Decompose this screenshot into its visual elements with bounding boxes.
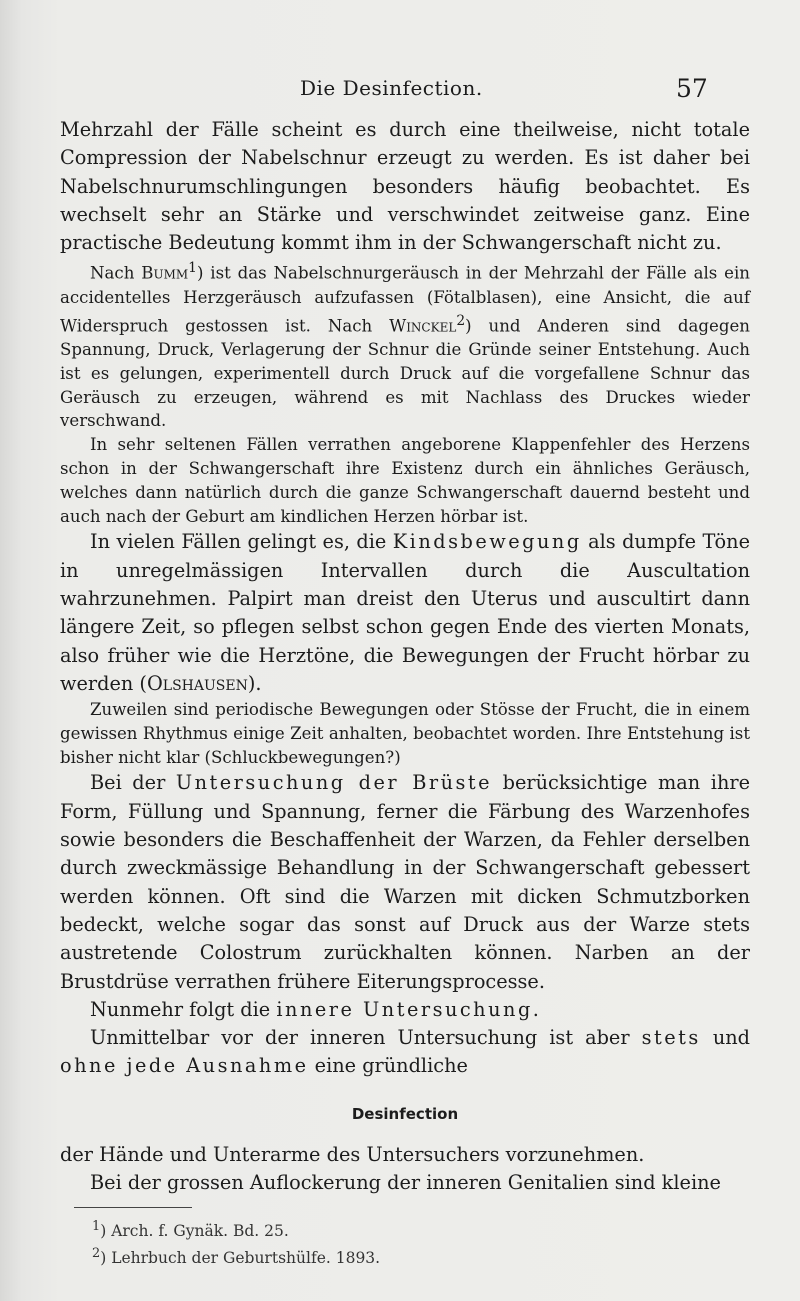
footnote-2: $^2$) Lehrbuch der Geburtshülfe. 1893. [92, 1245, 381, 1267]
page-number: 57 [676, 74, 708, 103]
paragraph-innere-untersuchung: Nunmehr folgt die innere Untersuchung. [90, 997, 539, 1021]
author-bumm: Bumm [141, 264, 189, 284]
term-innere-untersuchung: innere Untersuchung [276, 997, 533, 1021]
footnote-divider [74, 1207, 192, 1208]
footnote-ref-1[interactable]: 1 [188, 260, 197, 277]
author-winckel: Winckel [389, 316, 457, 336]
paragraph-bumm: Nach Bumm$^1$) ist das Nabelschnurgeräusch in der Mehrzahl der Fälle als ein accidentelles Herzgeräusch aufzufassen (Fötalblasen), eine Ansicht, die auf Widerspruch gestossen ist. Nach Winckel$^2$) und Anderen sind dagegen Spannung, Druck, Verlagerung der Schnur die Gründe seiner Entstehung. Auch ist es gelungen, experimentell durch Druck auf die vorgefallene Schnur das Geräusch zu erzeugen, während es mit Nachlass des Druckes wieder verschwand. [60, 260, 750, 431]
paragraph-kindsbewegung: In vielen Fällen gelingt es, die Kindsbewegung als dumpfe Töne in unregelmässigen Intervallen durch die Auscultation wahrzunehmen. Palpirt man dreist den Uterus und auscultirt dann längere Zeit, so pflegen selbst schon gegen Ende des vierten Monats, also früher wie die Herztöne, die Bewegungen der Frucht hörbar zu werden (Olshausen). [60, 530, 750, 695]
page-header [0, 74, 800, 114]
footnote-1: $^1$) Arch. f. Gynäk. Bd. 25. [92, 1219, 289, 1241]
body-text [60, 116, 750, 1269]
term-ohne-jede-ausnahme: ohne jede Ausnahme [60, 1054, 309, 1078]
paragraph-unmittelbar: Unmittelbar vor der inneren Untersuchung ist aber stets und ohne jede Ausnahme eine gründliche [60, 1026, 750, 1078]
term-untersuchung-brueste: Untersuchung der Brüste [175, 771, 493, 795]
footnote-mark: 2 [92, 1245, 101, 1261]
footnote-mark: 1 [92, 1219, 101, 1235]
paragraph-auflockerung: Bei der grossen Auflockerung der inneren Genitalien sind kleine [90, 1171, 721, 1195]
paragraph-brueste: Bei der Untersuchung der Brüste berücksichtige man ihre Form, Füllung und Spannung, ferner die Färbung des Warzenhofes sowie besonders die Beschaffenheit der Warzen, da Fehler derselben durch zweckmässige Behandlung in der Schwangerschaft gebessert werden können. Oft sind die Warzen mit dicken Schmutzborken bedeckt, welche sogar das sonst auf Druck aus der Warze stets austretende Colostrum zurückhalten können. Narben an der Brustdrüse verrathen frühere Eiterungsprocesse. [60, 771, 750, 993]
paragraph-stoesse: Zuweilen sind periodische Bewegungen oder Stösse der Frucht, die in einem gewissen Rhythmus einige Zeit anhalten, beobachtet worden. Ihre Entstehung ist bisher nicht klar (Schluckbewegungen?) [60, 700, 750, 767]
footnote-ref-2[interactable]: 2 [456, 312, 466, 329]
author-olshausen: Olshausen [146, 671, 248, 695]
paragraph-nabelschnur: Mehrzahl der Fälle scheint es durch eine theilweise, nicht totale Compression der Nabelschnur erzeugt zu werden. Es ist daher bei Nabelschnurumschlingungen besonders häufig beobachtet. Es wechselt sehr an Stärke und verschwindet zeitweise ganz. Eine practische Bedeutung kommt ihm in der Schwangerschaft nicht zu. [60, 118, 750, 255]
term-kindsbewegung: Kindsbewegung [392, 530, 582, 554]
running-title: Die Desinfection. [300, 76, 483, 100]
paragraph-klappenfehler: In sehr seltenen Fällen verrathen angeborene Klappenfehler des Herzens schon in der Schwangerschaft ihre Existenz durch ein ähnliches Geräusch, welches dann natürlich durch die ganze Schwangerschaft dauernd besteht und auch nach der Geburt am kindlichen Herzen hörbar ist. [60, 435, 750, 526]
term-stets: stets [641, 1026, 701, 1050]
section-heading-desinfection: Desinfection [351, 1104, 459, 1123]
paragraph-haende: der Hände und Unterarme des Untersuchers vorzunehmen. [60, 1142, 645, 1166]
